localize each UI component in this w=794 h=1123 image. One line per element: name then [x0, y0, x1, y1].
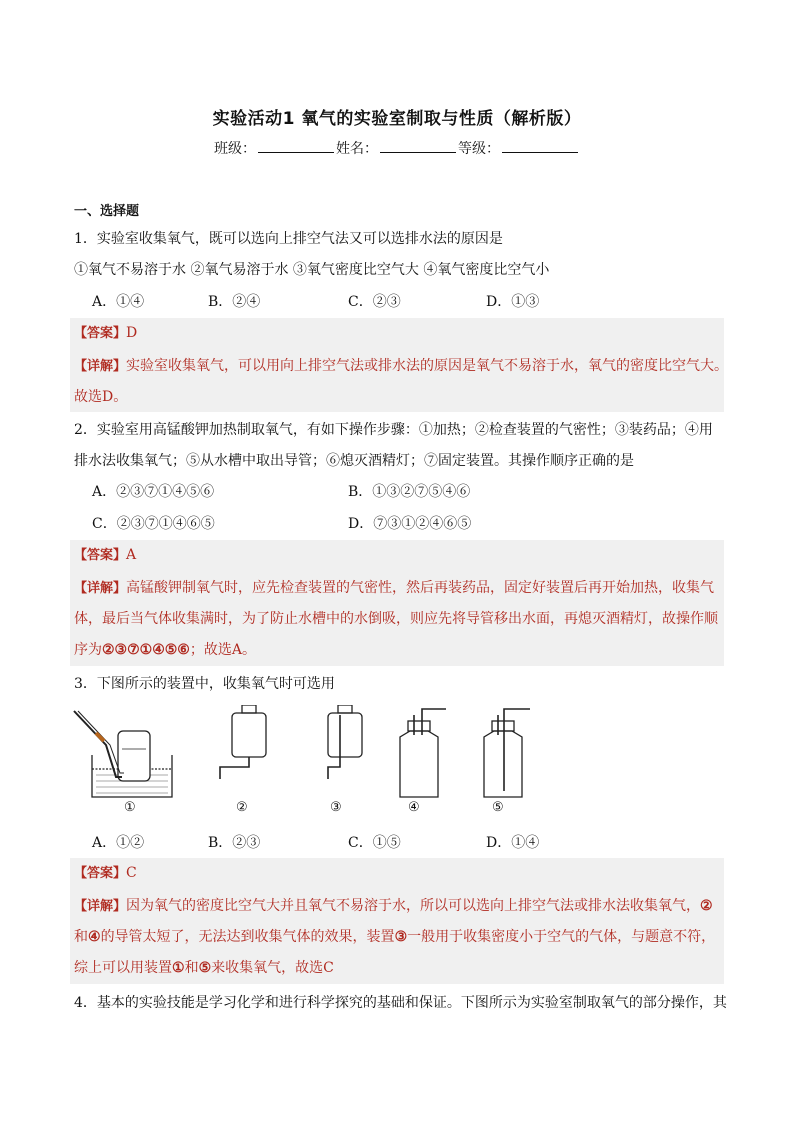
figure-label-1: ①: [124, 800, 136, 815]
q1-solution-box: [70, 318, 729, 412]
q1-detail-tag: 【详解】: [74, 359, 127, 374]
q3-detail-tag: 【详解】: [74, 899, 127, 914]
q2-stem-line2: 排水法收集氧气；⑤从水槽中取出导管；⑥熄灭酒精灯；⑦固定装置。其操作顺序正确的是: [74, 453, 634, 469]
q3-answer-line: [74, 863, 137, 884]
q3-d1b: ②: [700, 898, 713, 914]
q1-answer: D: [126, 325, 138, 341]
figure-5-gas-jar-long-inlet: [484, 709, 530, 797]
name-label: 姓名：: [336, 141, 378, 157]
page-title: 实验活动1 氧气的实验室制取与性质（解析版）: [212, 109, 582, 129]
q3-d3e: 来收集氧气，故选C: [211, 960, 334, 976]
q1-detail1: 实验室收集氧气，可以用向上排空气法或排水法的原因是氧气不易溶于水，氧气的密度比空气大。: [126, 358, 729, 374]
q1-answer-tag: 【答案】: [74, 326, 127, 341]
q2-detail-tag: 【详解】: [74, 581, 127, 596]
q2-answer-line: [74, 545, 136, 566]
q2-option-c: C．②③⑦①④⑥⑤: [92, 516, 215, 532]
q2-detail-line3: [74, 640, 256, 660]
q3-answer: C: [126, 865, 137, 881]
q2-detail-line2: 体，最后当气体收集满时，为了防止水槽中的水倒吸，则应先将导管移出水面，再熄灭酒精灯，故操作顺: [74, 611, 718, 627]
q2-detail-line1: [74, 578, 714, 599]
section-heading: 一、选择题: [74, 204, 140, 219]
figure-4-gas-jar-short-inlet: [400, 709, 446, 797]
q2-option-a: A．②③⑦①④⑤⑥: [92, 484, 215, 500]
figure-1-water-displacement: [74, 711, 172, 797]
q3-d2a: 和: [74, 929, 88, 945]
q2-detail3-pre: 序为: [74, 642, 102, 658]
q3-d2d: ③: [394, 929, 408, 945]
q3-detail-line3: [74, 958, 334, 978]
q2-solution-box: [70, 540, 724, 666]
figure-2-short-tube-bottle: [220, 705, 266, 779]
q3-solution-box: [70, 858, 724, 984]
grade-label: 等级：: [458, 141, 500, 157]
q2-answer-tag: 【答案】: [74, 548, 127, 563]
q1-option-b: B．②④: [208, 294, 261, 310]
q2-detail1: 高锰酸钾制氧气时，应先检查装置的气密性，然后再装药品，固定好装置后再开始加热，收集气: [126, 580, 715, 596]
q2-detail3-post: ；故选A。: [189, 642, 256, 658]
figure-label-3: ③: [330, 800, 342, 815]
q3-d3b: ①: [172, 960, 185, 976]
q2-answer: A: [126, 547, 137, 563]
q3-option-c: C．①⑤: [348, 835, 401, 851]
figure-3-long-tube-bottle: [328, 705, 362, 779]
q3-option-d: D．①④: [486, 835, 540, 851]
q3-d2e: 一般用于收集密度小于空气的气体，与题意不符，: [407, 929, 716, 945]
q3-answer-tag: 【答案】: [74, 866, 127, 881]
name-blank: [380, 138, 456, 153]
q2-stem-line1: 2．实验室用高锰酸钾加热制取氧气，有如下操作步骤：①加热；②检查装置的气密性；③装药品；④用: [74, 422, 713, 438]
q2-option-b: B．①③②⑦⑤④⑥: [348, 484, 471, 500]
q1-option-c: C．②③: [348, 294, 401, 310]
q3-d2b: ④: [88, 929, 101, 945]
gas-collection-apparatus-figure: [70, 705, 540, 817]
q1-option-a: A．①④: [92, 294, 145, 310]
q1-stem: 1．实验室收集氧气，既可以选向上排空气法又可以选排水法的原因是: [74, 231, 503, 247]
q3-d3d: ⑤: [198, 960, 212, 976]
q1-detail-line2: 故选D。: [74, 389, 128, 405]
q2-detail3-seq: ②③⑦①④⑤⑥: [102, 642, 190, 658]
q3-d2c: 的导管太短了，无法达到收集气体的效果，装置: [100, 929, 395, 945]
q3-option-a: A．①②: [92, 835, 145, 851]
q3-detail-line2: [74, 927, 715, 947]
figure-label-4: ④: [408, 800, 420, 815]
q1-option-d: D．①③: [486, 294, 540, 310]
q3-option-b: B．②③: [208, 835, 261, 851]
class-label: 班级：: [214, 141, 256, 157]
grade-blank: [502, 138, 578, 153]
q2-option-d: D．⑦③①②④⑥⑤: [348, 516, 472, 532]
q3-d3c: 和: [184, 960, 199, 976]
figure-label-5: ⑤: [492, 800, 504, 815]
q4-stem: 4．基本的实验技能是学习化学和进行科学探究的基础和保证。下图所示为实验室制取氧气的部分操作，其: [74, 995, 727, 1011]
q3-d1a: 因为氧气的密度比空气大并且氧气不易溶于水，所以可以选向上排空气法或排水法收集氧气，: [126, 898, 701, 914]
q1-answer-line: [74, 323, 137, 344]
q1-facts: ①氧气不易溶于水 ②氧气易溶于水 ③氧气密度比空气大 ④氧气密度比空气小: [74, 262, 550, 278]
q3-detail-line1: [74, 896, 713, 917]
student-info-line: [0, 138, 794, 158]
q3-d3a: 综上可以用装置: [74, 960, 172, 976]
class-blank: [258, 138, 334, 153]
q1-detail-line1: [74, 356, 728, 377]
figure-label-2: ②: [236, 800, 248, 815]
q3-stem: 3．下图所示的装置中，收集氧气时可选用: [74, 676, 335, 692]
